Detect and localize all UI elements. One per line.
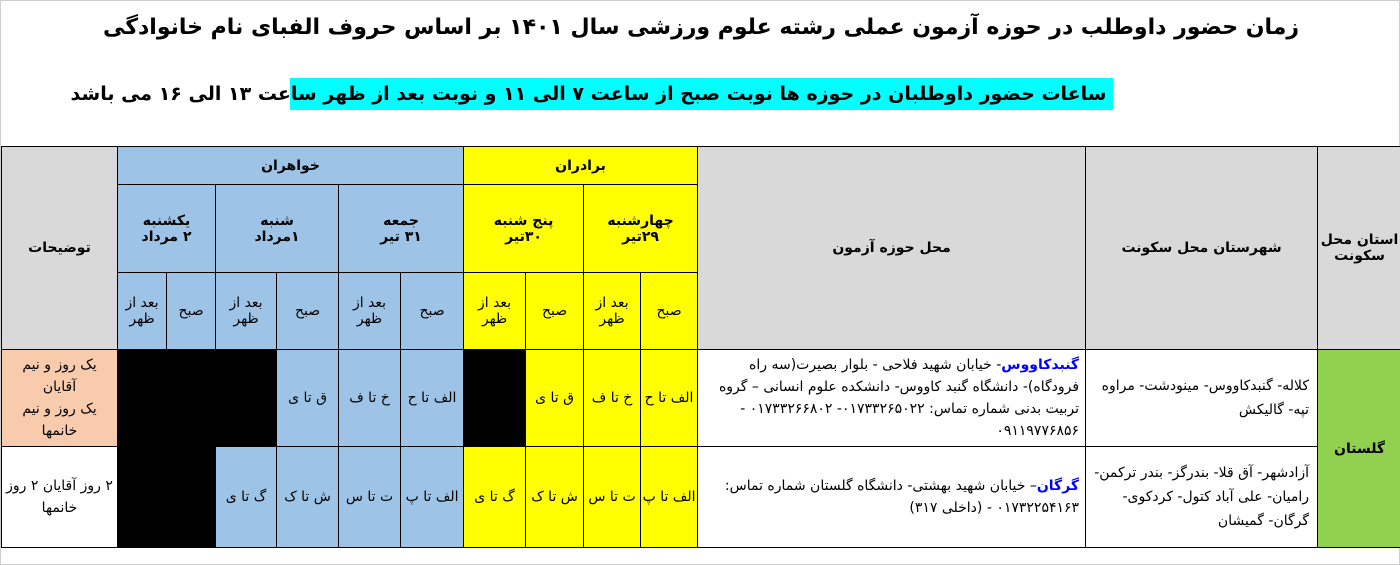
header-fri-morning: صبح xyxy=(401,273,464,350)
slot-fri-morning: الف تا پ xyxy=(401,447,464,548)
day-date: ۲۹تیر xyxy=(622,228,659,245)
header-brothers: برادران xyxy=(464,147,698,185)
day-name: چهارشنبه xyxy=(607,212,674,229)
slot-sat-morning: ش تا ک xyxy=(277,447,339,548)
day-name: پنج شنبه xyxy=(493,212,554,229)
day-name: شنبه xyxy=(260,212,294,229)
header-day-thu xyxy=(464,185,584,273)
slot-wed-morning: الف تا پ xyxy=(641,447,698,548)
header-day-sat xyxy=(216,185,339,273)
city-cell: آزادشهر- آق قلا- بندرگز- بندر ترکمن- رامیان- علی آباد کتول- کردکوی- گرگان- گمیشان xyxy=(1086,447,1318,548)
note-line: یک روز و نیم آقایان xyxy=(22,357,97,395)
header-city: شهرستان محل سکونت xyxy=(1086,147,1318,350)
slot-thu-morning: ق تا ی xyxy=(526,350,584,447)
table-row xyxy=(2,350,1400,447)
note-line: ۲ روز آقایان ۲ روز xyxy=(6,478,113,494)
note-line: یک روز و نیم خانمها xyxy=(22,401,97,439)
subtitle-wrap xyxy=(1,78,1400,110)
day-date: ۳۱ تیر xyxy=(380,228,422,245)
slot-sun-afternoon xyxy=(118,350,167,447)
venue-cell xyxy=(698,350,1086,447)
table-row xyxy=(2,447,1400,548)
slot-sun-morning xyxy=(167,350,216,447)
venue-text: – خیابان شهید بهشتی- دانشگاه گلستان شماره تماس: ۰۱۷۳۲۲۵۴۱۶۳ - (داخلی ۳۱۷) xyxy=(724,478,1080,516)
venue-text: - خیابان شهید فلاحی - بلوار بصیرت(سه راه فرودگاه)- دانشگاه گنبد کاووس- دانشکده علوم انسانی – گروه تربیت بدنی شماره تماس: ۰۱۷۳۳۲۶۵۰۲۲- ۰۱۷۳۳۲۶۶۸۰۲ - ۰۹۱۱۹۷۷۶۸۵۶ xyxy=(718,357,1080,439)
header-venue: محل حوزه آزمون xyxy=(698,147,1086,350)
page-title: زمان حضور داوطلب در حوزه آزمون عملی رشته علوم ورزشی سال ۱۴۰۱ بر اساس حروف الفبای نام خانوادگی xyxy=(102,15,1300,40)
venue-name: گنبدکاووس xyxy=(1001,357,1080,373)
schedule-table xyxy=(1,146,1400,548)
header-sat-morning: صبح xyxy=(277,273,339,350)
header-sun-morning: صبح xyxy=(167,273,216,350)
slot-sun-morning xyxy=(167,447,216,548)
header-province: استان محل سکونت xyxy=(1318,147,1400,350)
header-sisters: خواهران xyxy=(118,147,464,185)
notes-cell xyxy=(2,447,118,548)
header-thu-afternoon: بعد از ظهر xyxy=(464,273,526,350)
slot-wed-afternoon: ت تا س xyxy=(584,447,641,548)
slot-wed-afternoon: خ تا ف xyxy=(584,350,641,447)
slot-sat-afternoon xyxy=(216,350,277,447)
day-name: جمعه xyxy=(383,212,419,229)
slot-sun-afternoon xyxy=(118,447,167,548)
slot-thu-afternoon: گ تا ی xyxy=(464,447,526,548)
slot-sat-morning: ق تا ی xyxy=(277,350,339,447)
slot-fri-morning: الف تا ح xyxy=(401,350,464,447)
header-sun-afternoon: بعد از ظهر xyxy=(118,273,167,350)
province-cell: گلستان xyxy=(1318,350,1400,548)
header-notes: توضیحات xyxy=(2,147,118,350)
header-day-sun xyxy=(118,185,216,273)
header-day-wed xyxy=(584,185,698,273)
notes-cell xyxy=(2,350,118,447)
header-wed-afternoon: بعد از ظهر xyxy=(584,273,641,350)
slot-thu-morning: ش تا ک xyxy=(526,447,584,548)
day-date: ۱مرداد xyxy=(254,228,300,245)
note-line: خانمها xyxy=(41,500,78,516)
header-day-fri xyxy=(339,185,464,273)
header-thu-morning: صبح xyxy=(526,273,584,350)
slot-wed-morning: الف تا ح xyxy=(641,350,698,447)
city-cell: کلاله- گنبدکاووس- مینودشت- مراوه تپه- گالیکش xyxy=(1086,350,1318,447)
slot-fri-afternoon: ت تا س xyxy=(339,447,401,548)
header-sat-afternoon: بعد از ظهر xyxy=(216,273,277,350)
day-date: ۲ مرداد xyxy=(141,228,192,245)
venue-name: گرگان xyxy=(1036,478,1080,494)
slot-sat-afternoon: گ تا ی xyxy=(216,447,277,548)
header-fri-afternoon: بعد از ظهر xyxy=(339,273,401,350)
slot-fri-afternoon: خ تا ف xyxy=(339,350,401,447)
day-date: ۳۰تیر xyxy=(505,228,542,245)
venue-cell xyxy=(698,447,1086,548)
day-name: یکشنبه xyxy=(142,212,191,229)
page-subtitle: ساعات حضور داوطلبان در حوزه ها نوبت صبح از ساعت ۷ الی ۱۱ و نوبت بعد از ظهر ساعت ۱۳ الی ۱۶ می باشد xyxy=(290,78,1113,110)
header-wed-morning: صبح xyxy=(641,273,698,350)
slot-thu-afternoon xyxy=(464,350,526,447)
